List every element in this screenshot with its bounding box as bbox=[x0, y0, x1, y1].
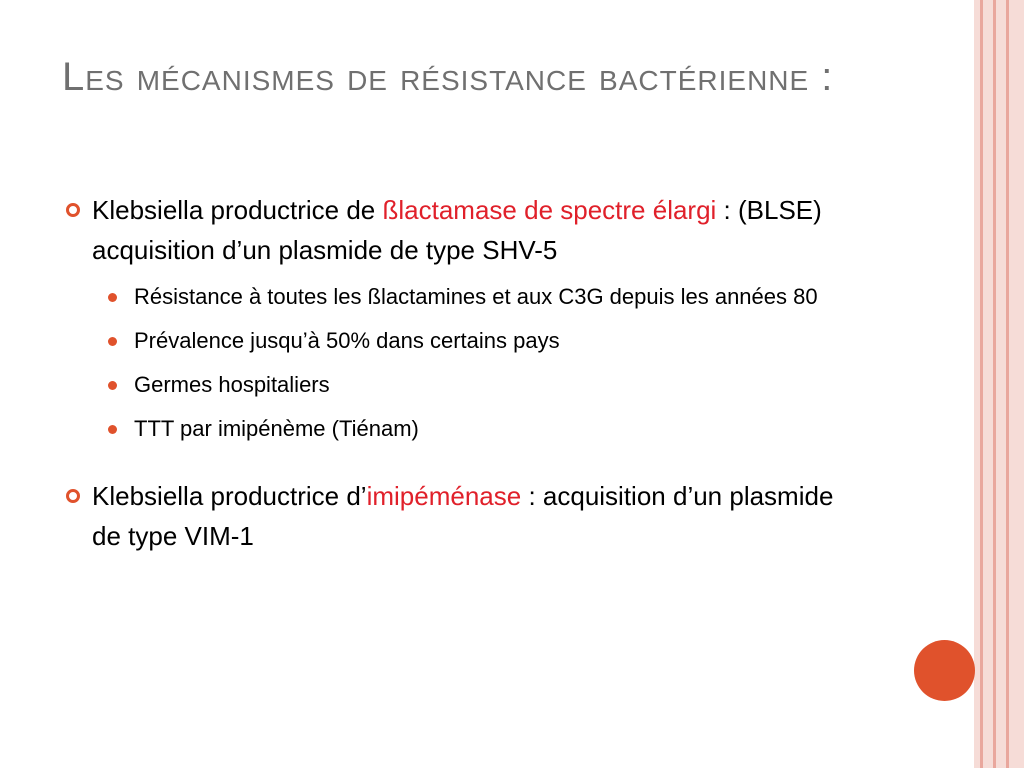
ring-bullet-icon bbox=[66, 489, 80, 503]
slide-content bbox=[62, 190, 862, 556]
dot-bullet-icon bbox=[108, 425, 117, 434]
spacer bbox=[62, 446, 862, 476]
bullet-text-highlight: imipéménase bbox=[366, 481, 522, 511]
sub-bullet-item bbox=[62, 412, 862, 446]
sub-bullet-text: Résistance à toutes les ßlactamines et aux C3G depuis les années 80 bbox=[134, 284, 818, 309]
ring-bullet-icon bbox=[66, 203, 80, 217]
decorative-stripes bbox=[974, 0, 1024, 768]
sub-bullet-text: TTT par imipénème (Tiénam) bbox=[134, 416, 419, 441]
bullet-text-suffix: : acquisition d’un plasmide de type VIM-1 bbox=[92, 481, 834, 551]
sub-bullet-item bbox=[62, 324, 862, 358]
bullet-text-prefix: Klebsiella productrice de bbox=[92, 195, 383, 225]
bullet-text-suffix: : (BLSE) acquisition d’un plasmide de type SHV-5 bbox=[92, 195, 822, 265]
decorative-circle bbox=[914, 640, 975, 701]
bullet-item bbox=[62, 476, 862, 556]
slide-title: Les mécanismes de résistance bactérienne : bbox=[62, 55, 834, 99]
bullet-item bbox=[62, 190, 862, 270]
dot-bullet-icon bbox=[108, 337, 117, 346]
dot-bullet-icon bbox=[108, 381, 117, 390]
sub-bullet-text: Germes hospitaliers bbox=[134, 372, 330, 397]
sub-bullet-text: Prévalence jusqu’à 50% dans certains pays bbox=[134, 328, 560, 353]
bullet-text-highlight: ßlactamase de spectre élargi bbox=[382, 195, 717, 225]
dot-bullet-icon bbox=[108, 293, 117, 302]
sub-bullet-item bbox=[62, 368, 862, 402]
sub-bullet-item bbox=[62, 280, 862, 314]
bullet-text-prefix: Klebsiella productrice d’ bbox=[92, 481, 367, 511]
